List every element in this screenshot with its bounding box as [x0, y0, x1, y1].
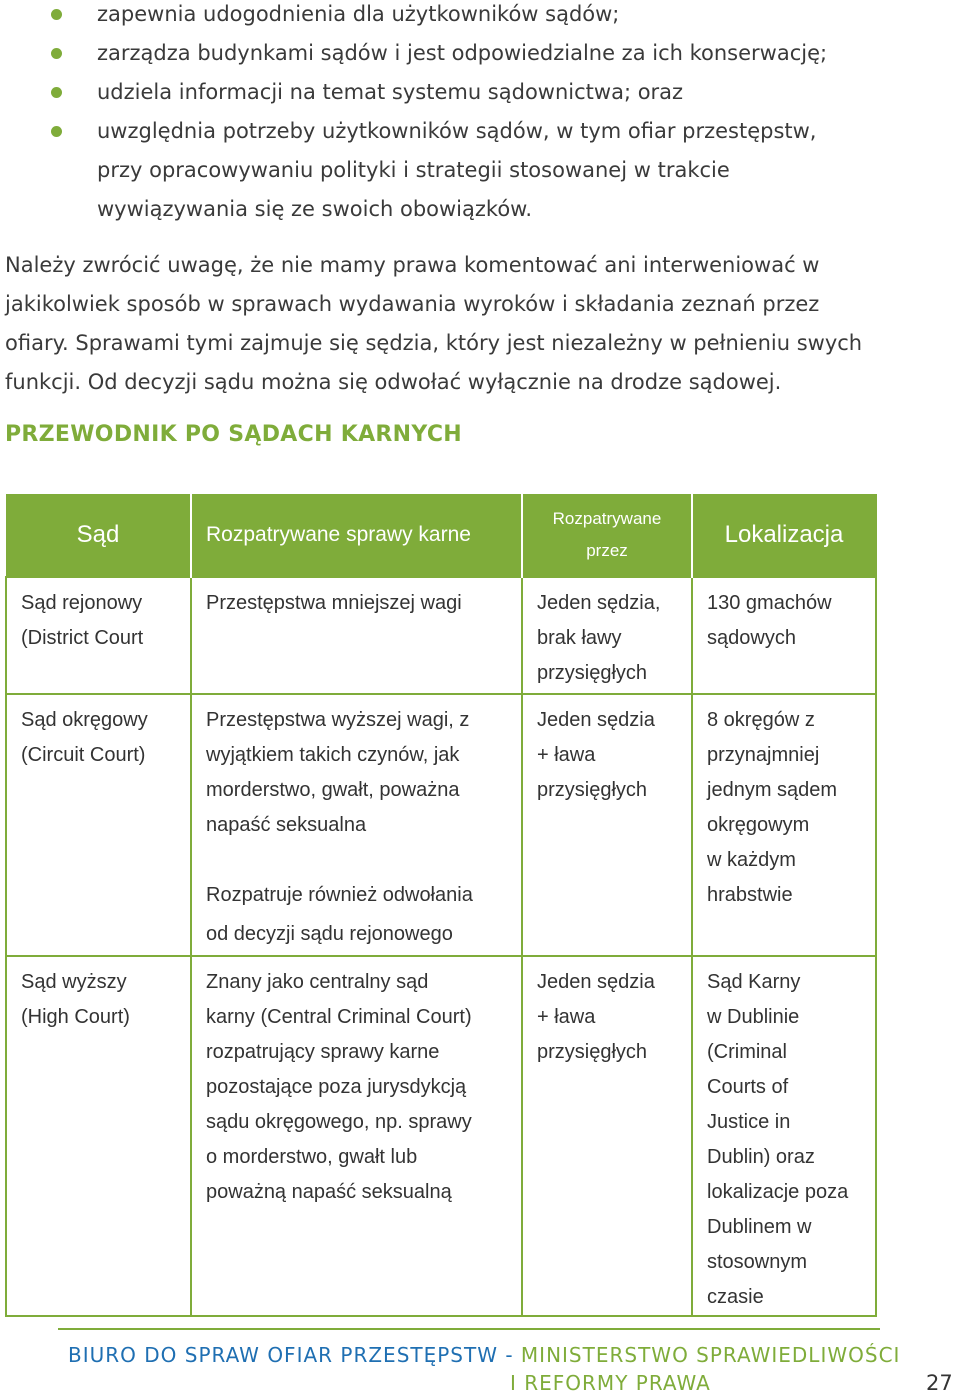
bullet-item: zarządza budynkami sądów i jest odpowiedzialne za ich konserwację; — [97, 41, 828, 65]
cell-cases: Przestępstwa wyższej wagi, z wyjątkiem takich czynów, jak morderstwo, gwałt, poważna napaść seksualna Rozpatruje również odwołania od decyzji sądu rejonowego — [191, 694, 522, 956]
header-location: Lokalizacja — [692, 494, 876, 577]
footer-ministry-name-cont: I REFORMY PRAWA — [510, 1371, 711, 1395]
bullet-item-continuation: wywiązywania się ze swoich obowiązków. — [97, 197, 533, 221]
bullet-item: udziela informacji na temat systemu sądownictwa; oraz — [97, 80, 684, 104]
footer-divider — [58, 1328, 880, 1330]
header-court: Sąd — [6, 494, 191, 577]
paragraph-line: Należy zwrócić uwagę, że nie mamy prawa komentować ani interweniować w — [5, 253, 820, 277]
cell-cases: Znany jako centralny sąd karny (Central Criminal Court) rozpatrujący sprawy karne pozostające poza jurysdykcją sądu okręgowego, np. sprawy o morderstwo, gwałt lub poważną napaść seksualną — [191, 956, 522, 1316]
bullet-item: zapewnia udogodnienia dla użytkowników sądów; — [97, 2, 620, 26]
paragraph-line: jakikolwiek sposób w sprawach wydawania wyroków i składania zeznań przez — [5, 292, 820, 316]
bullet-dot-icon — [51, 87, 62, 98]
cell-location: 130 gmachów sądowych — [692, 577, 876, 694]
bullet-item: uwzględnia potrzeby użytkowników sądów, w tym ofiar przestępstw, — [97, 119, 817, 143]
cell-location: 8 okręgów z przynajmniej jednym sądem okręgowym w każdym hrabstwie — [692, 694, 876, 956]
cell-court: Sąd wyższy (High Court) — [6, 956, 191, 1316]
page-number: 27 — [926, 1371, 953, 1395]
cell-location: Sąd Karny w Dublinie (Criminal Courts of Justice in Dublin) oraz lokalizacje poza Dublinem w stosownym czasie — [692, 956, 876, 1316]
paragraph-line: funkcji. Od decyzji sądu można się odwołać wyłącznie na drodze sądowej. — [5, 370, 782, 394]
cell-court: Sąd okręgowy (Circuit Court) — [6, 694, 191, 956]
table-row — [6, 694, 876, 956]
cell-cases: Przestępstwa mniejszej wagi — [191, 577, 522, 694]
paragraph-line: ofiary. Sprawami tymi zajmuje się sędzia, który jest niezależny w pełnieniu swych — [5, 331, 863, 355]
bullet-dot-icon — [51, 9, 62, 20]
footer-title — [68, 1343, 900, 1367]
footer-ministry-name: MINISTERSTWO SPRAWIEDLIWOŚCI — [520, 1343, 901, 1367]
header-heard-by: Rozpatrywane przez — [522, 494, 692, 577]
table-header-row — [6, 494, 876, 577]
footer-office-name: BIURO DO SPRAW OFIAR PRZESTĘPSTW - — [68, 1343, 521, 1367]
cell-court: Sąd rejonowy (District Court — [6, 577, 191, 694]
courts-table — [5, 494, 877, 1317]
bullet-dot-icon — [51, 48, 62, 59]
section-heading: PRZEWODNIK PO SĄDACH KARNYCH — [5, 422, 462, 447]
bullet-dot-icon — [51, 126, 62, 137]
cell-heard-by: Jeden sędzia + ława przysięgłych — [522, 694, 692, 956]
bullet-item-continuation: przy opracowywaniu polityki i strategii stosowanej w trakcie — [97, 158, 730, 182]
table-row — [6, 956, 876, 1316]
cell-heard-by: Jeden sędzia + ława przysięgłych — [522, 956, 692, 1316]
cell-heard-by: Jeden sędzia, brak ławy przysięgłych — [522, 577, 692, 694]
table-row — [6, 577, 876, 694]
header-cases: Rozpatrywane sprawy karne — [191, 494, 522, 577]
